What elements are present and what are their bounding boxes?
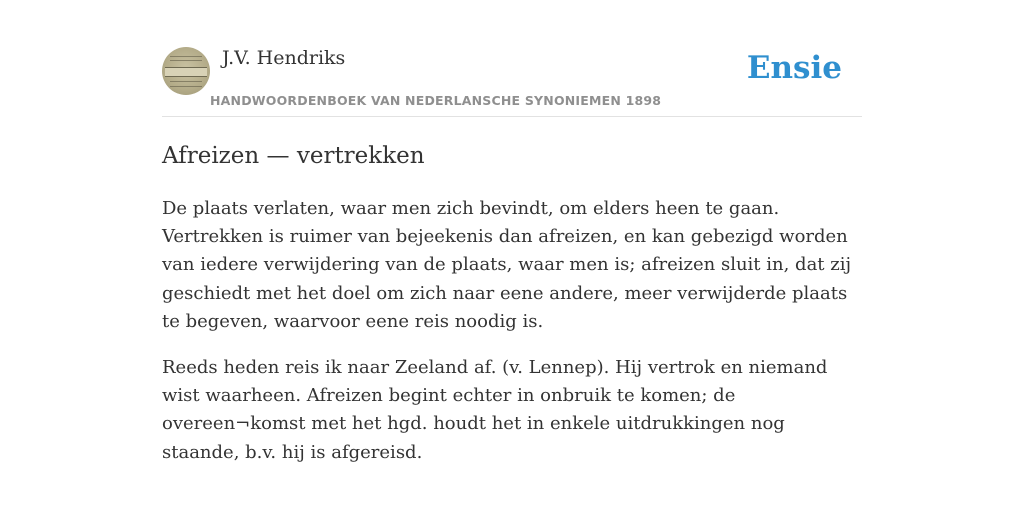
entry-title: Afreizen — vertrekken bbox=[162, 143, 425, 169]
brand-logo[interactable]: Ensie bbox=[746, 50, 842, 86]
entry-header bbox=[162, 44, 862, 117]
entry-card bbox=[162, 44, 862, 467]
entry-paragraph: De plaats verlaten, waar men zich bevindt, om elders heen te gaan. Vertrekken is ruimer van bejeekenis dan afreizen, en kan gebezigd worden van iedere verwijdering van de plaats, waar men is; afreizen sluit in, dat zij geschiedt met het doel om zich naar eene andere, meer verwijderde plaats te begeven, waarvoor eene reis noodig is. bbox=[162, 198, 852, 332]
book-cover-icon[interactable] bbox=[162, 47, 210, 95]
entry-paragraph: Reeds heden reis ik naar Zeeland af. (v. Lennep). Hij vertrok en niemand wist waarheen. Afreizen begint echter in onbruik te komen; de overeen¬komst met het hgd. houdt het in enkele uitdrukkingen nog staande, b.v. hij is afgereisd. bbox=[162, 357, 828, 463]
author-name[interactable]: J.V. Hendriks bbox=[222, 47, 346, 69]
source-title[interactable]: HANDWOORDENBOEK VAN NEDERLANSCHE SYNONIEMEN 1898 bbox=[210, 93, 662, 108]
